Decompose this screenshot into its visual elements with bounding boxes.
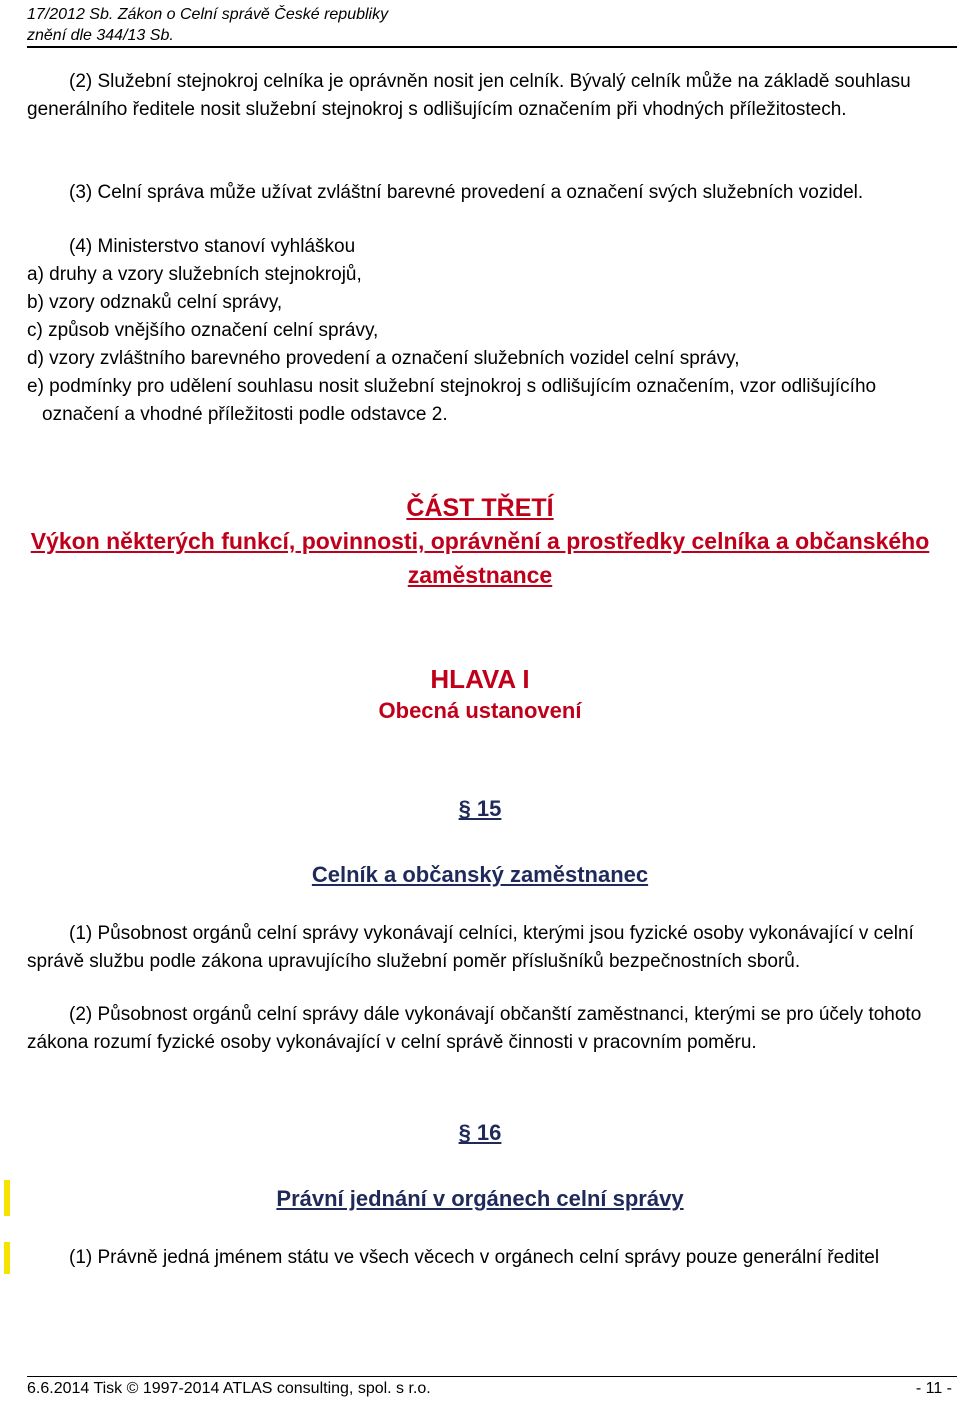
section-15-paragraph-2: (2) Působnost orgánů celní správy dále vykonávají občanští zaměstnanci, kterými se pro účely tohoto zákona rozumí fyzické osoby vykonávající v celní správě činnosti v pracovním poměru. bbox=[27, 1004, 922, 1053]
page-number: - 11 - bbox=[915, 1380, 952, 1397]
paragraph-4-list bbox=[27, 261, 952, 429]
chapter-title: HLAVA I bbox=[430, 664, 530, 694]
change-bar bbox=[4, 1180, 10, 1216]
section-15-number: § 15 bbox=[458, 796, 502, 821]
list-item: d) vzory zvláštního barevného provedení a označení služebních vozidel celní správy, bbox=[27, 348, 740, 369]
section-16-title: Právní jednání v orgánech celní správy bbox=[276, 1186, 684, 1211]
page-header bbox=[27, 4, 388, 46]
list-item: e) podmínky pro udělení souhlasu nosit služební stejnokroj s odlišujícím označením, vzor odlišujícího označení a vhodné příležitosti podle odstavce 2. bbox=[27, 376, 877, 425]
header-rule bbox=[27, 46, 957, 48]
footer-print-info: 6.6.2014 Tisk © 1997-2014 ATLAS consulting, spol. s r.o. bbox=[27, 1380, 431, 1397]
part-subtitle: Výkon některých funkcí, povinnosti, oprávnění a prostředky celníka a občanského zaměstnance bbox=[30, 528, 930, 588]
paragraph-2: (2) Služební stejnokroj celníka je oprávněn nosit jen celník. Bývalý celník může na základě souhlasu generálního ředitele nosit služební stejnokroj s odlišujícím označením při vhodných příležitostech. bbox=[27, 71, 911, 120]
header-law-title: 17/2012 Sb. Zákon o Celní správě České republiky bbox=[27, 6, 389, 23]
section-16-number: § 16 bbox=[458, 1120, 502, 1145]
list-item: a) druhy a vzory služebních stejnokrojů, bbox=[27, 264, 362, 285]
section-15-paragraph-1: (1) Působnost orgánů celní správy vykonávají celníci, kterými jsou fyzické osoby vykonávající v celní správě službu podle zákona upravujícího služební poměr příslušníků bezpečnostních sborů. bbox=[27, 923, 914, 972]
page-footer bbox=[27, 1380, 952, 1398]
footer-rule bbox=[27, 1376, 957, 1377]
part-title: ČÁST TŘETÍ bbox=[406, 494, 554, 522]
list-item: c) způsob vnějšího označení celní správy, bbox=[27, 320, 379, 341]
header-version: znění dle 344/13 Sb. bbox=[27, 27, 174, 44]
change-bar bbox=[4, 1242, 10, 1274]
chapter-subtitle: Obecná ustanovení bbox=[378, 698, 582, 723]
paragraph-4: (4) Ministerstvo stanoví vyhláškou bbox=[69, 236, 356, 257]
paragraph-3: (3) Celní správa může užívat zvláštní barevné provedení a označení svých služebních vozidel. bbox=[69, 182, 864, 203]
section-15-title: Celník a občanský zaměstnanec bbox=[311, 862, 649, 887]
section-16-paragraph-1: (1) Právně jedná jménem státu ve všech věcech v orgánech celní správy pouze generální ředitel bbox=[69, 1247, 880, 1268]
list-item: b) vzory odznaků celní správy, bbox=[27, 292, 283, 313]
